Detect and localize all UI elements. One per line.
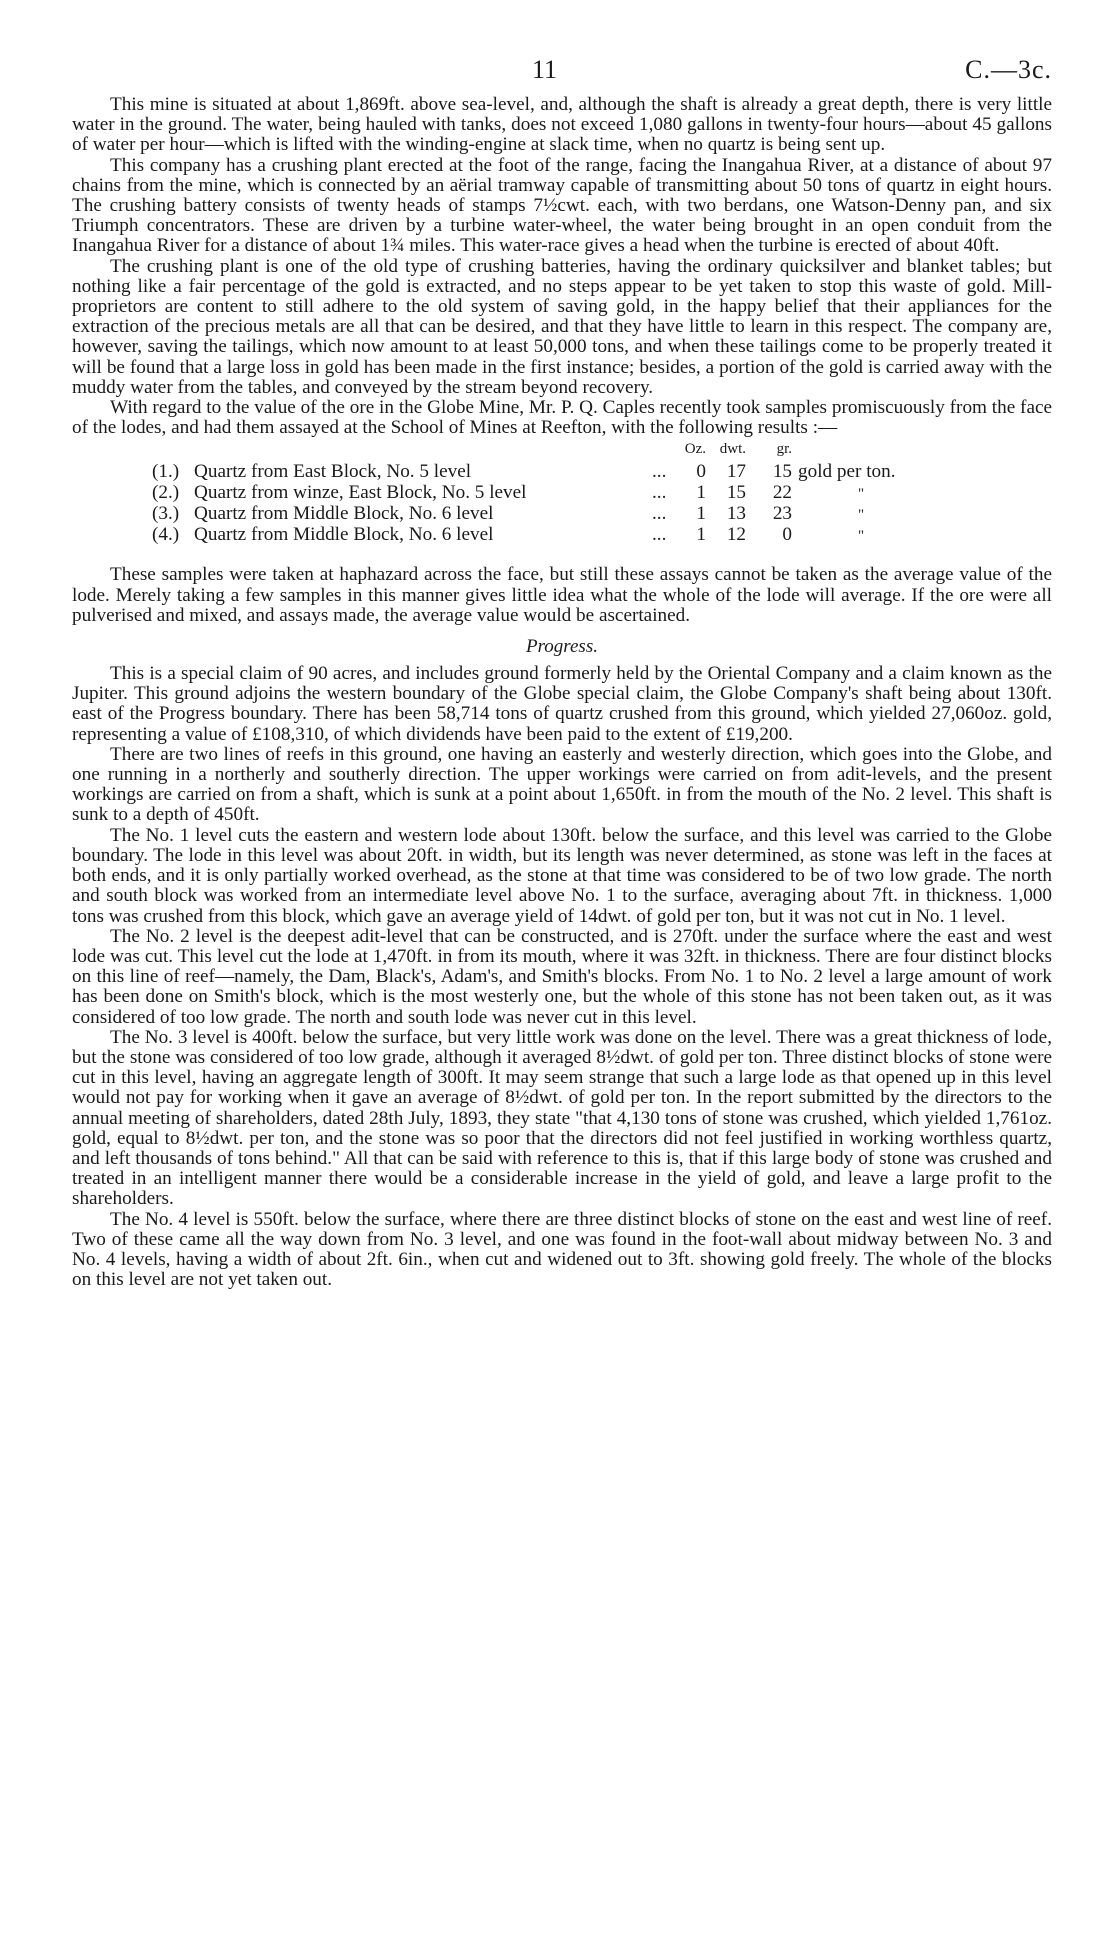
section-heading-progress: Progress. [526,636,598,658]
row-oz: 1 [696,482,706,504]
assay-table-header [72,441,1052,461]
row-gr: 15 [772,461,792,483]
row-description: Quartz from East Block, No. 5 level [194,461,472,483]
header-gr: gr. [776,441,792,458]
paragraph-special-claim: This is a special claim of 90 acres, and includes ground formerly held by the Oriental Company and a claim known as the Jupiter. This ground adjoins the western boundary of the Globe special claim, the Globe Company's shaft being about 130ft. east of the Progress boundary. There has been 58,714 tons of quartz crushed from this ground, which yielded 27,060oz. gold, representing a value of £108,310, of which dividends have been paid to the extent of £19,200. [72,663,1052,745]
row-gr: 0 [782,524,792,546]
table-row [72,482,1052,503]
row-leader-dots: ... [652,461,667,483]
row-gr: 22 [772,482,792,504]
page-number: 11 [532,55,558,84]
row-description: Quartz from winze, East Block, No. 5 level [194,482,527,504]
header-oz: Oz. [684,441,706,458]
table-row [72,524,1052,545]
paragraph-no1-level: The No. 1 level cuts the eastern and western lode about 130ft. below the surface, and this level was carried to the Globe boundary. The lode in this level was about 20ft. in width, but its length was never determined, as stone was left in the faces at both ends, and it is only partially worked overhead, as the stone at that time was considered to be of two low grade. The north and south block was worked from an intermediate level above No. 1 to the surface, averaging about 7ft. in thickness. 1,000 tons was crushed from this block, which gave an average yield of 14dwt. of gold per ton, but it was not cut in No. 1 level. [72,824,1052,927]
row-number: (3.) [152,503,180,525]
row-leader-dots: ... [652,503,667,525]
paragraph-no4-level: The No. 4 level is 550ft. below the surface, where there are three distinct blocks of stone on the east and west line of reef. Two of these came all the way down from No. 3 level, and one was found in the foot-wall about midway between No. 3 and No. 4 levels, having a width of about 2ft. 6in., when cut and widened out to 3ft. showing gold freely. The whole of the blocks on this level are not yet taken out. [72,1208,1052,1291]
row-oz: 1 [696,524,706,546]
paragraph-samples-note: These samples were taken at haphazard across the face, but still these assays cannot be taken as the average value of the lode. Merely taking a few samples in this manner gives little idea what the whole of the lode will average. If the ore were all pulverised and mixed, and assays made, the average value would be ascertained. [72,564,1052,626]
row-dwt: 13 [726,503,746,525]
row-number: (4.) [152,524,180,546]
row-dwt: 12 [726,524,746,546]
row-description: Quartz from Middle Block, No. 6 level [194,503,494,525]
row-ditto-mark: " [858,507,865,524]
header-dwt: dwt. [719,441,746,458]
row-dwt: 17 [726,461,746,483]
page-header [72,0,1052,95]
paragraph-assay-intro: With regard to the value of the ore in the Globe Mine, Mr. P. Q. Caples recently took samples promiscuously from the face of the lodes, and had them assayed at the School of Mines at Reefton, with the following results :— [72,397,1052,439]
table-row [72,503,1052,524]
row-oz: 0 [696,461,706,483]
row-description: Quartz from Middle Block, No. 6 level [194,524,494,546]
row-ditto-mark: " [858,486,865,503]
document-reference: C.—3c. [965,55,1052,84]
assay-results-table [72,441,1052,559]
paragraph-mine-situation: This mine is situated at about 1,869ft. above sea-level, and, although the shaft is already a great depth, there is very little water in the ground. The water, being hauled with tanks, does not exceed 1,080 gallons in twenty-four hours—about 45 gallons of water per hour—which is lifted with the winding-engine at slack time, when no quartz is being sent up. [72,94,1052,156]
row-ditto-mark: " [858,528,865,545]
row-dwt: 15 [726,482,746,504]
row-number: (2.) [152,482,180,504]
document-page [72,0,1052,1290]
row-leader-dots: ... [652,524,667,546]
row-gr: 23 [772,503,792,525]
paragraph-crushing-batteries: The crushing plant is one of the old type of crushing batteries, having the ordinary quicksilver and blanket tables; but nothing like a fair percentage of the gold is extracted, and no steps appear to be yet taken to stop this waste of gold. Mill-proprietors are content to still adhere to the old system of saving gold, in the happy belief that their appliances for the extraction of the precious metals are all that can be desired, and that they have little to learn in this respect. The company are, however, saving the tailings, which now amount to at least 50,000 tons, and when these tailings come to be properly treated it will be found that a large loss in gold has been made in the first instance; besides, a portion of the gold is carried away with the muddy water from the tables, and conveyed by the stream beyond recovery. [72,255,1052,398]
paragraph-crushing-plant: This company has a crushing plant erected at the foot of the range, facing the Inangahua River, at a distance of about 97 chains from the mine, which is connected by an aërial tramway capable of transmitting about 50 tons of quartz in eight hours. The crushing battery consists of twenty heads of stamps 7½cwt. each, with two berdans, one Watson-Denny pan, and six Triumph concentrators. These are driven by a turbine water-wheel, the water being brought in an open conduit from the Inangahua River for a distance of about 1¾ miles. This water-race gives a head when the turbine is erected of about 40ft. [72,154,1052,257]
paragraph-lines-of-reefs: There are two lines of reefs in this ground, one having an easterly and westerly direction, which goes into the Globe, and one running in a northerly and southerly direction. The upper workings were carried on from adit-levels, and the present workings are carried on from a shaft, which is sunk at a point about 1,650ft. in from the mouth of the No. 2 level. This shaft is sunk to a depth of 450ft. [72,743,1052,826]
paragraph-no2-level: The No. 2 level is the deepest adit-level that can be constructed, and is 270ft. under the surface where the east and west lode was cut. This level cut the lode at 1,470ft. in from its mouth, where it was 32ft. in thickness. There are four distinct blocks on this line of reef—namely, the Dam, Black's, Adam's, and Smith's blocks. From No. 1 to No. 2 level a large amount of work has been done on Smith's block, which is the most westerly one, but the whole of this stone has not been taken out, as it was considered of too low grade. The north and south lode was never cut in this level. [72,925,1052,1028]
paragraph-no3-level: The No. 3 level is 400ft. below the surface, but very little work was done on the level. There was a great thickness of lode, but the stone was considered of too low grade, although it averaged 8½dwt. of gold per ton. Three distinct blocks of stone were cut in this level, having an aggregate length of 300ft. It may seem strange that such a large lode as that opened up in this level would not pay for working when it gave an average of 8½dwt. of gold per ton. In the report submitted by the directors to the annual meeting of shareholders, dated 28th July, 1893, they state "that 4,130 tons of stone was crushed, which yielded 1,761oz. gold, equal to 8½dwt. per ton, and the stone was so poor that the directors did not feel justified in working worthless quartz, and left thousands of tons behind." All that can be said with reference to this is, that if this large body of stone was crushed and treated in an intelligent manner there would be a considerable increase in the yield of gold, and leave a large profit to the shareholders. [72,1026,1052,1210]
row-leader-dots: ... [652,482,667,504]
table-row [72,461,1052,482]
row-number: (1.) [152,461,180,483]
row-oz: 1 [696,503,706,525]
row-unit: gold per ton. [798,461,896,483]
